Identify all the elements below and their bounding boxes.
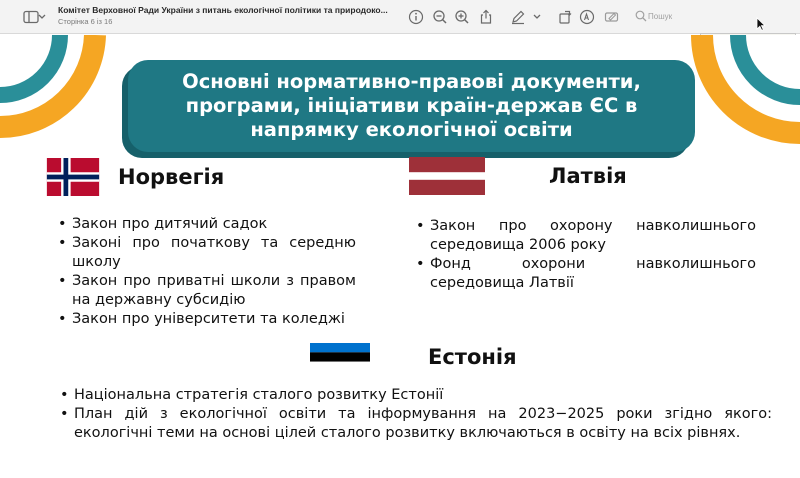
markup-pen-icon[interactable]: [509, 8, 527, 26]
document-title: Комітет Верховної Ради України з питань екологічної політики та природоко...: [58, 5, 388, 15]
search-field[interactable]: [626, 8, 746, 25]
chevron-down-icon[interactable]: [37, 8, 47, 26]
share-icon[interactable]: [477, 8, 495, 26]
search-input[interactable]: [648, 10, 738, 23]
list-item: • Закон про дитячий садок: [58, 215, 356, 234]
list-item: • Законі про початкову та середню школу: [58, 234, 356, 272]
chevron-down-icon[interactable]: [532, 8, 542, 26]
list-item: • Закон про охорону навколишнього середовища 2006 року: [416, 217, 756, 255]
country-latvia: Латвія: [549, 164, 627, 188]
norway-list: [58, 215, 356, 329]
list-item: • План дій з екологічної освіти та інформування на 2023−2025 роки згідно якого: екологічні теми на основі цілей сталого розвитку включаються в освіту на всіх рівнях.: [60, 405, 772, 443]
zoom-out-icon[interactable]: [431, 8, 449, 26]
info-icon[interactable]: [407, 8, 425, 26]
list-item: • Закон про університети та коледжі: [58, 310, 356, 329]
list-item: • Закон про приватні школи з правом на державну субсидію: [58, 272, 356, 310]
estonia-flag-icon: [310, 343, 370, 371]
mouse-cursor-icon: [756, 17, 766, 31]
norway-flag-icon: [46, 158, 100, 196]
toolbar: [0, 0, 800, 34]
zoom-in-icon[interactable]: [453, 8, 471, 26]
rotate-icon[interactable]: [556, 8, 574, 26]
estonia-list: [60, 386, 772, 443]
latvia-list: [416, 217, 756, 293]
list-item: • Фонд охорони навколишнього середовища Латвії: [416, 255, 756, 293]
annotate-icon[interactable]: [578, 8, 596, 26]
latvia-flag-icon: [409, 157, 485, 195]
highlight-icon[interactable]: [603, 8, 621, 26]
page-indicator: Сторінка 6 із 16: [58, 17, 113, 26]
country-norway: Норвегія: [118, 165, 225, 189]
search-icon: [634, 9, 648, 23]
country-estonia: Естонія: [428, 345, 517, 369]
slide-title: Основні нормативно-правові документи, програми, ініціативи країн-держав ЄС в напрямку екологічної освіти: [128, 60, 695, 152]
slide: [0, 35, 800, 478]
decorative-arc-left: [0, 35, 130, 145]
decorative-arc-right: [690, 35, 800, 145]
list-item: • Національна стратегія сталого розвитку Естонії: [60, 386, 772, 405]
